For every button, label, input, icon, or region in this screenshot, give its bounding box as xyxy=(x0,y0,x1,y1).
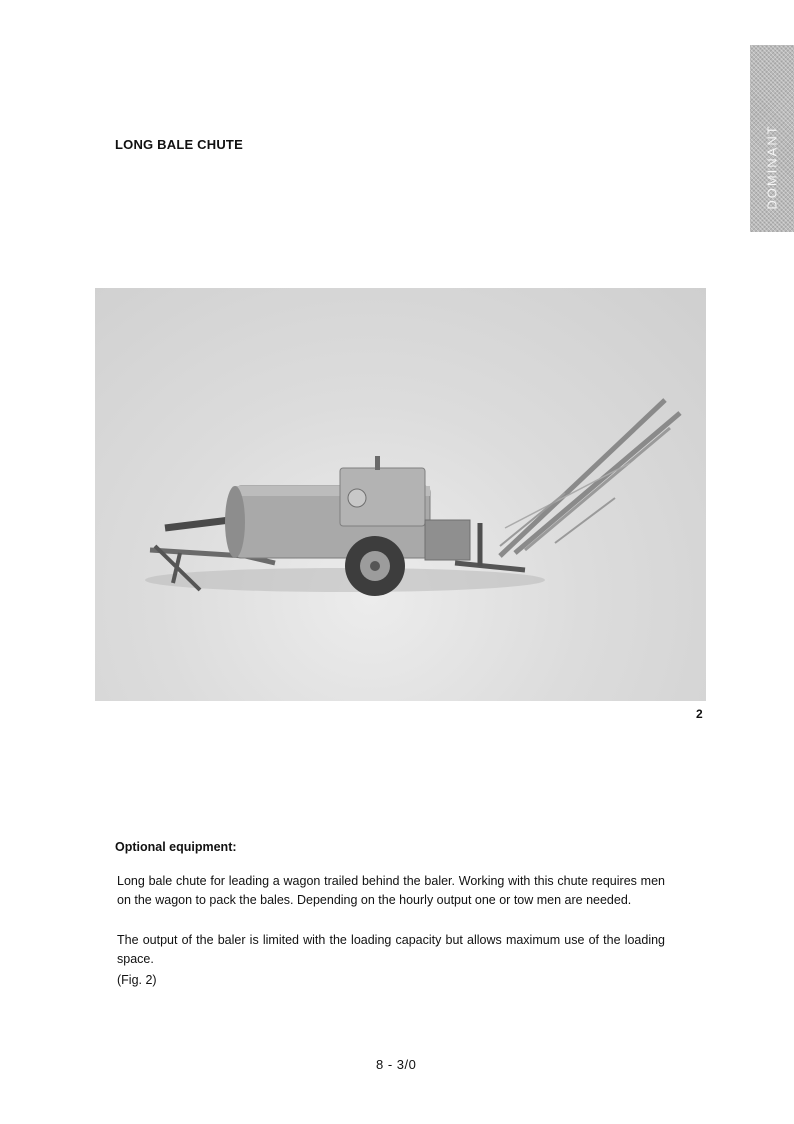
baler-illustration xyxy=(95,288,706,701)
figure-number: 2 xyxy=(696,707,703,721)
page-number: 8 - 3/0 xyxy=(376,1057,417,1072)
paragraph-figure-reference: (Fig. 2) xyxy=(117,973,157,987)
baler-photo xyxy=(95,288,706,701)
section-title: LONG BALE CHUTE xyxy=(115,137,243,152)
side-tab xyxy=(750,45,794,232)
side-tab-label: DOMINANT xyxy=(764,124,780,210)
paragraph-chute-description: Long bale chute for leading a wagon trailed behind the baler. Working with this chute requires men on the wagon to pack the bales. Depending on the hourly output one or tow men are needed. xyxy=(117,874,665,907)
optional-equipment-heading: Optional equipment: xyxy=(115,840,237,854)
paragraph-output-note: The output of the baler is limited with the loading capacity but allows maximum use of the loading space. xyxy=(117,933,665,966)
